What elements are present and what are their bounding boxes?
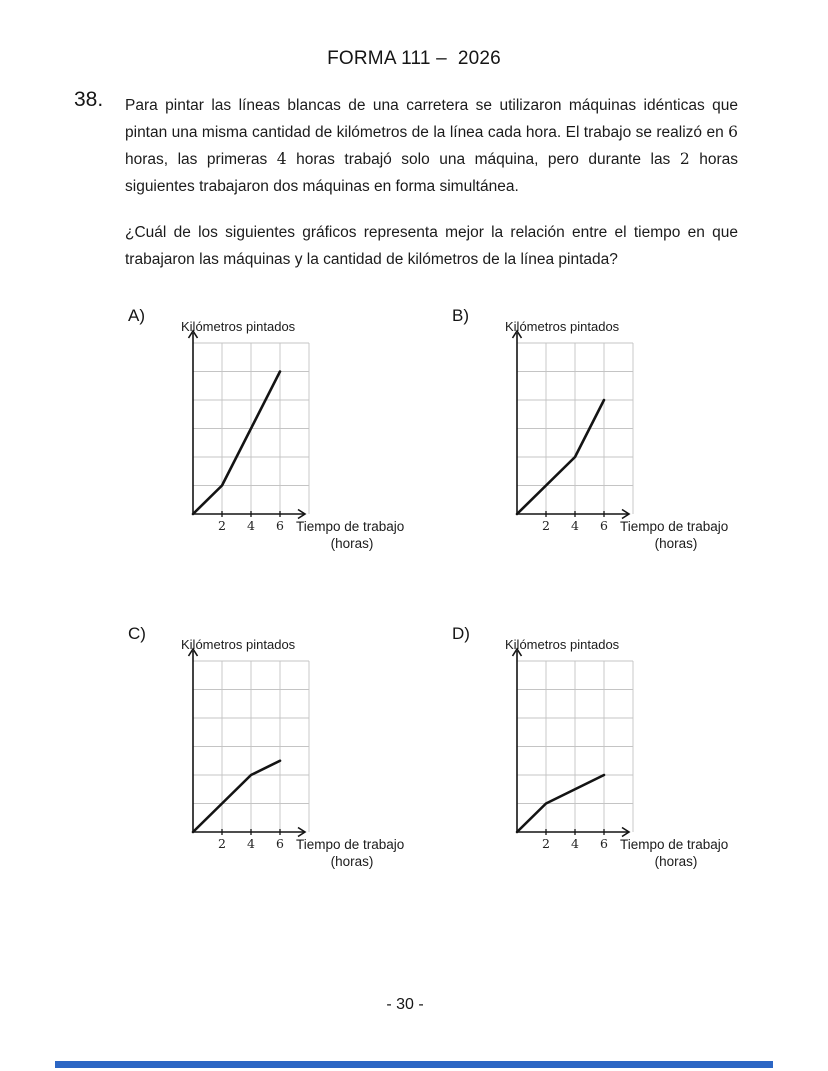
- line-plot: [179, 647, 329, 859]
- form-header: FORMA 111 – 2026: [327, 48, 501, 69]
- x-axis-label-line2: (horas): [330, 854, 374, 869]
- line-plot: [503, 329, 653, 541]
- statement-text: Para pintar las líneas blancas de una carretera se utilizaron máquinas idénticas que pintan una misma cantidad de kilómetros de la línea cada hora. El trabajo se realizó en: [125, 97, 738, 141]
- y-axis-title: Kilómetros pintados: [505, 319, 620, 334]
- svg-text:4: 4: [571, 518, 579, 533]
- question-number: 38.: [74, 88, 104, 111]
- x-axis-label-line2: (horas): [654, 854, 698, 869]
- footer-accent-bar: [55, 1061, 773, 1068]
- y-axis-title: Kilómetros pintados: [505, 637, 620, 652]
- x-axis-label-line1: Tiempo de trabajo: [620, 519, 729, 534]
- option-b-label: B): [452, 306, 469, 325]
- option-c-graph: [128, 624, 428, 880]
- statement-text: horas, las primeras: [125, 151, 277, 168]
- option-a-label: A): [128, 306, 145, 325]
- x-axis-label: [620, 836, 732, 870]
- svg-text:4: 4: [247, 518, 255, 533]
- y-axis-title: Kilómetros pintados: [181, 319, 296, 334]
- svg-text:6: 6: [276, 836, 284, 851]
- x-axis-label-line1: Tiempo de trabajo: [620, 837, 729, 852]
- math-number: 4: [276, 150, 287, 168]
- statement-text: horas trabajó solo una máquina, pero durante las: [286, 151, 680, 168]
- option-a-graph: [128, 306, 428, 562]
- option-d-label: D): [452, 624, 470, 643]
- option-c-label: C): [128, 624, 146, 643]
- svg-text:4: 4: [247, 836, 255, 851]
- line-plot: [503, 647, 653, 859]
- x-axis-label-line2: (horas): [654, 536, 698, 551]
- option-d-graph: [452, 624, 752, 880]
- x-axis-label-line2: (horas): [330, 536, 374, 551]
- x-axis-label-line1: Tiempo de trabajo: [296, 837, 405, 852]
- line-plot: [179, 329, 329, 541]
- math-number: 2: [679, 150, 690, 168]
- svg-text:6: 6: [600, 518, 608, 533]
- svg-text:2: 2: [542, 836, 550, 851]
- option-b-graph: [452, 306, 752, 562]
- question-prompt: ¿Cuál de los siguientes gráficos representa mejor la relación entre el tiempo en que trabajaron las máquinas y la cantidad de kilómetros de la línea pintada?: [125, 224, 738, 268]
- x-axis-label: [620, 518, 732, 552]
- x-axis-label: [296, 836, 408, 870]
- x-axis-label: [296, 518, 408, 552]
- svg-text:4: 4: [571, 836, 579, 851]
- svg-text:2: 2: [218, 518, 226, 533]
- x-axis-label-line1: Tiempo de trabajo: [296, 519, 405, 534]
- question-statement: [125, 92, 738, 200]
- svg-text:2: 2: [218, 836, 226, 851]
- page-number: - 30 -: [386, 996, 424, 1013]
- y-axis-title: Kilómetros pintados: [181, 637, 296, 652]
- math-number: 6: [728, 123, 738, 141]
- svg-text:6: 6: [276, 518, 284, 533]
- svg-text:6: 6: [600, 836, 608, 851]
- svg-text:2: 2: [542, 518, 550, 533]
- statement-text: horas siguientes trabajaron dos máquinas en forma simultánea.: [125, 151, 738, 195]
